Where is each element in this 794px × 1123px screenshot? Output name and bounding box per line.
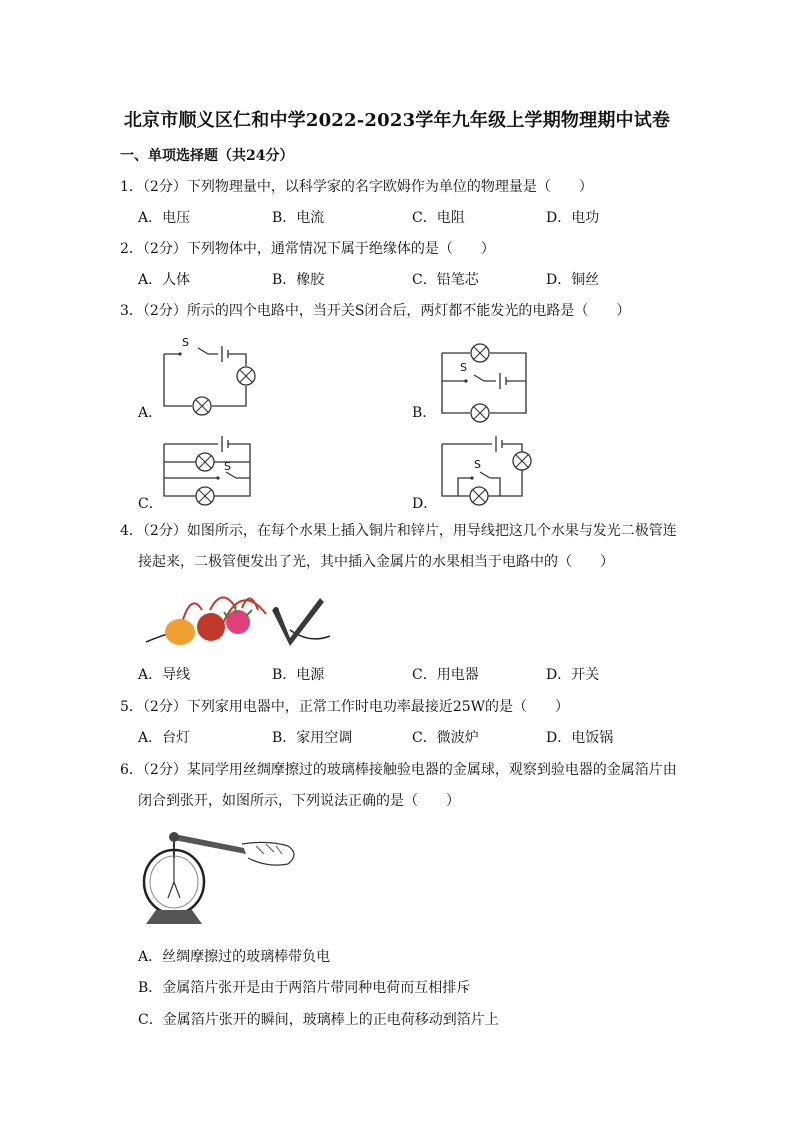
switch-label: S [224,460,231,473]
question-1-stem: 1．（2分）下列物理量中，以科学家的名字欧姆作为单位的物理量是（ ） [120,179,593,195]
question-6-option-c[interactable]: C．金属箔片张开的瞬间，玻璃棒上的正电荷移动到箔片上 [138,1012,499,1028]
bulb-icon [196,487,214,505]
figure-label-b[interactable]: B． [412,405,437,421]
circuit-diagram-b [438,343,538,423]
question-1-options [138,207,698,227]
option-a[interactable]: A．电压 [138,210,191,226]
question-2-options [138,269,698,289]
circuit-diagram-c [160,432,260,512]
question-6-option-b[interactable]: B．金属箔片张开是由于两箔片带同种电荷而互相排斥 [138,980,471,996]
option-d[interactable]: D．电功 [546,210,600,226]
bulb-icon [193,397,211,415]
question-4-stem-line2: 接起来，二极管便发出了光，其中插入金属片的水果相当于电路中的（ ） [138,554,614,570]
bulb-icon [513,452,531,470]
bulb-icon [471,404,489,422]
option-a[interactable]: A．人体 [138,272,191,288]
option-d[interactable]: D．电饭锅 [546,730,614,746]
question-5-options [138,727,698,747]
question-6-stem-line2: 闭合到张开，如图所示，下列说法正确的是（ ） [138,793,460,809]
question-2-stem: 2．（2分）下列物体中，通常情况下属于绝缘体的是（ ） [120,241,495,257]
switch-label: S [474,458,481,471]
option-c[interactable]: C．用电器 [412,667,479,683]
question-6-stem-line1: 6．（2分）某同学用丝绸摩擦过的玻璃棒接触验电器的金属球，观察到验电器的金属箔片由 [120,762,677,778]
circuit-diagram-a [160,336,260,416]
switch-label: S [182,336,189,349]
question-3-stem: 3．（2分）所示的四个电路中，当开关S闭合后，两灯都不能发光的电路是（ ） [120,303,631,319]
option-c[interactable]: C．铅笔芯 [412,272,479,288]
option-c[interactable]: C．微波炉 [412,730,479,746]
page-title: 北京市顺义区仁和中学2022-2023学年九年级上学期物理期中试卷 [123,110,671,131]
option-a[interactable]: A．导线 [138,667,191,683]
section-heading: 一、单项选择题（共24分） [120,148,294,164]
option-b[interactable]: B．家用空调 [272,730,353,746]
option-a[interactable]: A．台灯 [138,730,191,746]
option-b[interactable]: B．电源 [272,667,325,683]
fruit-battery-image [140,580,340,650]
switch-label: S [460,361,467,374]
question-5-stem: 5．（2分）下列家用电器中，正常工作时电功率最接近25W的是（ ） [120,699,570,715]
question-6-option-a[interactable]: A．丝绸摩擦过的玻璃棒带负电 [138,949,331,965]
circuit-diagram-d [438,436,538,516]
option-b[interactable]: B．电流 [272,210,325,226]
option-b[interactable]: B．橡胶 [272,272,325,288]
bulb-icon [471,344,489,362]
option-c[interactable]: C．电阻 [412,210,465,226]
bulb-icon [237,367,255,385]
figure-label-c[interactable]: C． [138,496,163,512]
bulb-icon [196,453,214,471]
figure-label-a[interactable]: A． [138,405,163,421]
electroscope-image [138,824,308,930]
question-4-stem-line1: 4．（2分）如图所示，在每个水果上插入铜片和锌片，用导线把这几个水果与发光二极管连 [120,523,677,539]
option-d[interactable]: D．开关 [546,667,600,683]
option-d[interactable]: D．铜丝 [546,272,600,288]
bulb-icon [470,487,488,505]
figure-label-d[interactable]: D． [412,496,438,512]
question-4-options [138,664,698,684]
